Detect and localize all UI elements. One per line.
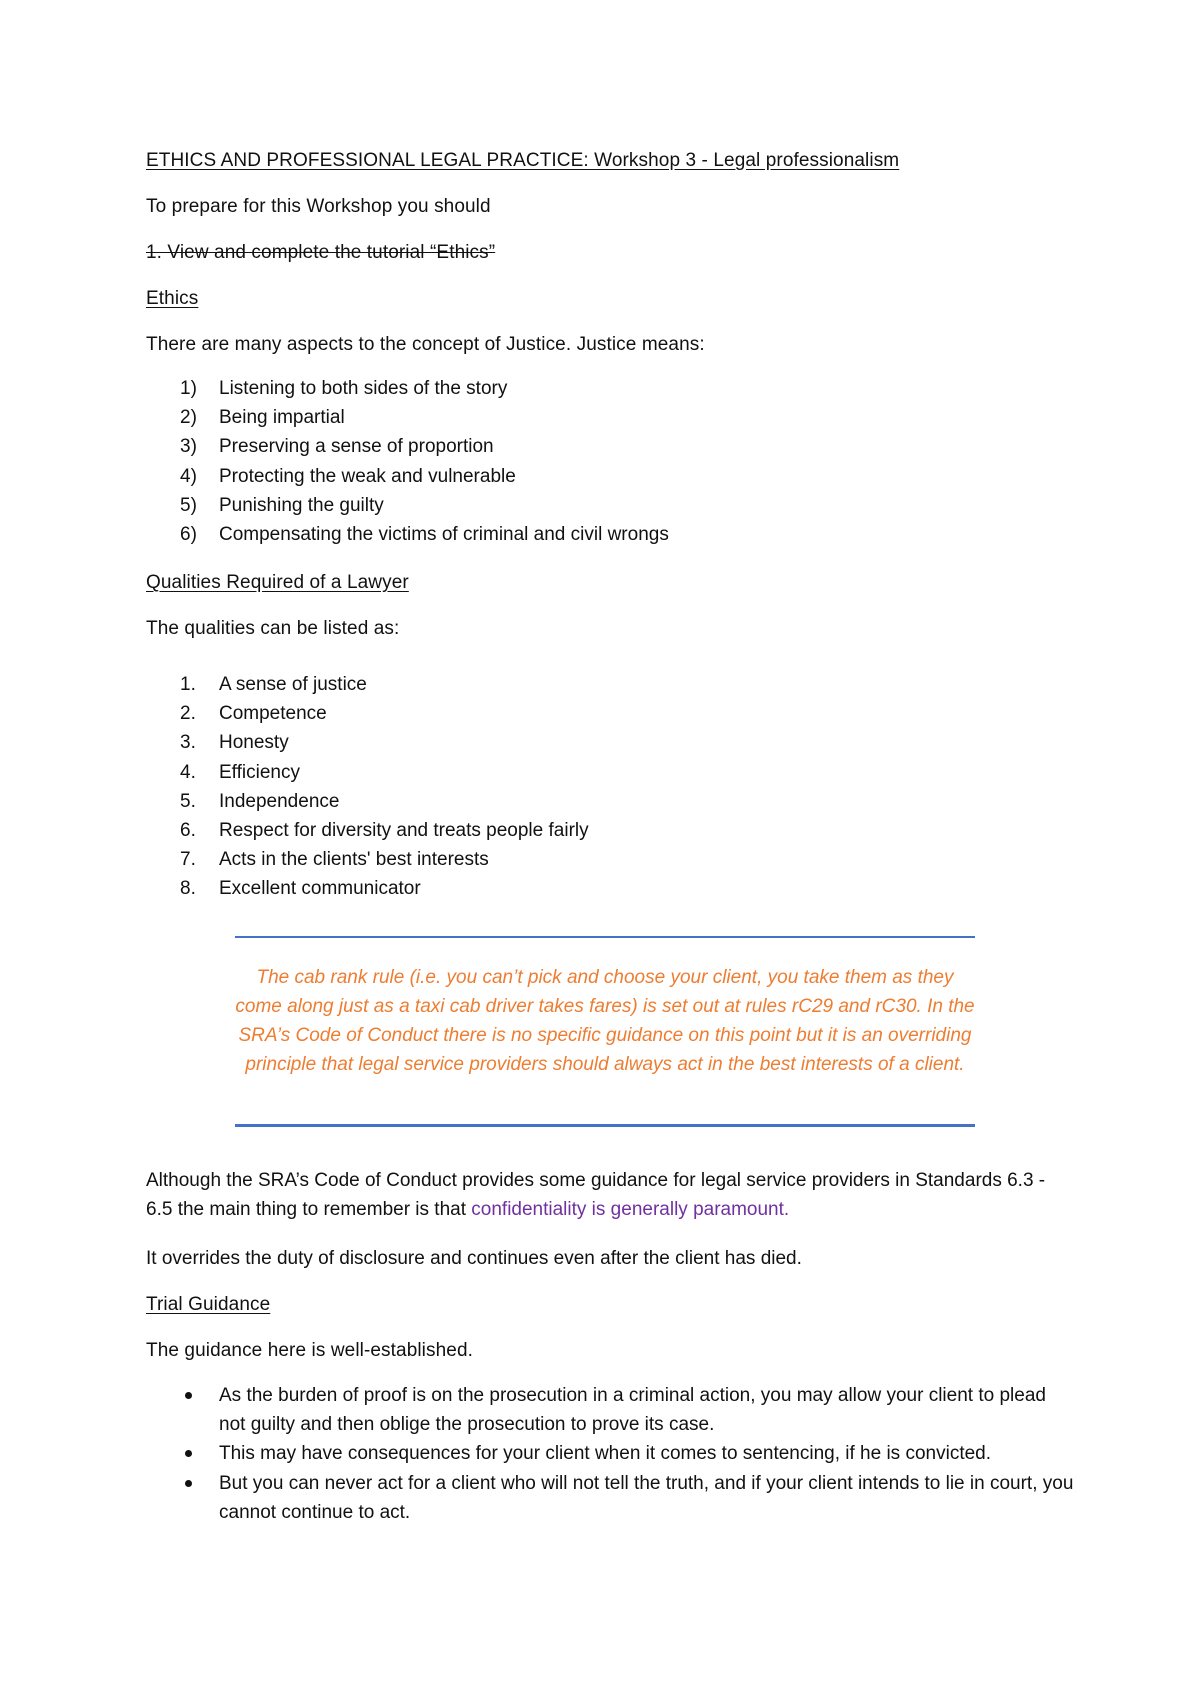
bullet-item xyxy=(146,1469,1076,1527)
list-item-text: Punishing the guilty xyxy=(219,494,384,516)
list-marker: 4. xyxy=(180,761,196,783)
bullet-icon xyxy=(185,1450,192,1457)
list-marker: 6. xyxy=(180,819,196,841)
list-item-text: Listening to both sides of the story xyxy=(219,378,508,399)
list-item-text: Competence xyxy=(219,703,327,725)
list-marker: 4) xyxy=(180,465,197,487)
list-marker: 8. xyxy=(180,878,196,900)
list-marker: 2) xyxy=(180,407,197,429)
cab-rank-callout xyxy=(235,936,975,1128)
callout-top-rule xyxy=(235,936,975,938)
list-marker: 1) xyxy=(180,378,197,399)
intro-text: To prepare for this Workshop you should xyxy=(146,196,491,217)
list-item-text: Being impartial xyxy=(219,407,345,429)
confidentiality-text: Although the SRA’s Code of Conduct provides some guidance for legal service providers in Standards 6.3 - 6.5 the main thing to remember is that xyxy=(146,1170,1046,1220)
list-item-text: Compensating the victims of criminal and civil wrongs xyxy=(219,523,669,545)
callout-bottom-rule xyxy=(235,1124,975,1127)
bullet-text: But you can never act for a client who will not tell the truth, and if your client intends to lie in court, you cannot continue to act. xyxy=(219,1472,1074,1523)
list-item-text: Preserving a sense of proportion xyxy=(219,436,494,458)
ethics-heading: Ethics xyxy=(146,288,199,309)
list-marker: 1. xyxy=(180,674,196,695)
list-marker: 3. xyxy=(180,732,196,754)
overrides-paragraph: It overrides the duty of disclosure and continues even after the client has died. xyxy=(146,1248,802,1269)
trial-guidance-heading: Trial Guidance xyxy=(146,1294,271,1315)
bullet-text: This may have consequences for your client when it comes to sentencing, if he is convicted. xyxy=(219,1443,992,1465)
ethics-lead-text: There are many aspects to the concept of Justice. Justice means: xyxy=(146,334,705,355)
list-item-text: A sense of justice xyxy=(219,674,367,695)
list-item-text: Excellent communicator xyxy=(219,878,421,900)
callout-text: The cab rank rule (i.e. you can’t pick and choose your client, you take them as they come along just as a taxi cab driver takes fares) is set out at rules rC29 and rC30. In the SRA’s Code of Conduct there is no specific guidance on this point but it is an overriding principle that legal service providers should always act in the best interests of a client. xyxy=(235,967,975,1075)
list-marker: 5) xyxy=(180,494,197,516)
qualities-lead-text: The qualities can be listed as: xyxy=(146,618,400,639)
bullet-icon xyxy=(185,1392,192,1399)
bullet-text: As the burden of proof is on the prosecution in a criminal action, you may allow your client to plead not guilty and then oblige the prosecution to prove its case. xyxy=(219,1385,1046,1436)
list-marker: 3) xyxy=(180,436,197,458)
list-item-text: Protecting the weak and vulnerable xyxy=(219,465,516,487)
list-item-text: Acts in the clients' best interests xyxy=(219,849,489,871)
qualities-heading: Qualities Required of a Lawyer xyxy=(146,572,409,593)
confidentiality-highlight: confidentiality is generally paramount. xyxy=(471,1199,790,1220)
list-marker: 7. xyxy=(180,849,196,871)
confidentiality-paragraph xyxy=(146,1166,1066,1224)
list-item-text: Independence xyxy=(219,790,340,812)
list-marker: 6) xyxy=(180,523,197,545)
list-item-text: Respect for diversity and treats people fairly xyxy=(219,819,589,841)
trial-bullet-list xyxy=(146,1381,1076,1527)
list-marker: 5. xyxy=(180,790,196,812)
bullet-item xyxy=(146,1439,1076,1468)
bullet-item xyxy=(146,1381,1076,1439)
list-item-text: Efficiency xyxy=(219,761,300,783)
struck-task-item: 1. View and complete the tutorial “Ethics” xyxy=(146,242,496,263)
list-marker: 2. xyxy=(180,703,196,725)
trial-lead-text: The guidance here is well-established. xyxy=(146,1340,473,1361)
list-item-text: Honesty xyxy=(219,732,289,754)
bullet-icon xyxy=(185,1480,192,1487)
document-title: ETHICS AND PROFESSIONAL LEGAL PRACTICE: Workshop 3 - Legal professionalism xyxy=(146,150,900,171)
